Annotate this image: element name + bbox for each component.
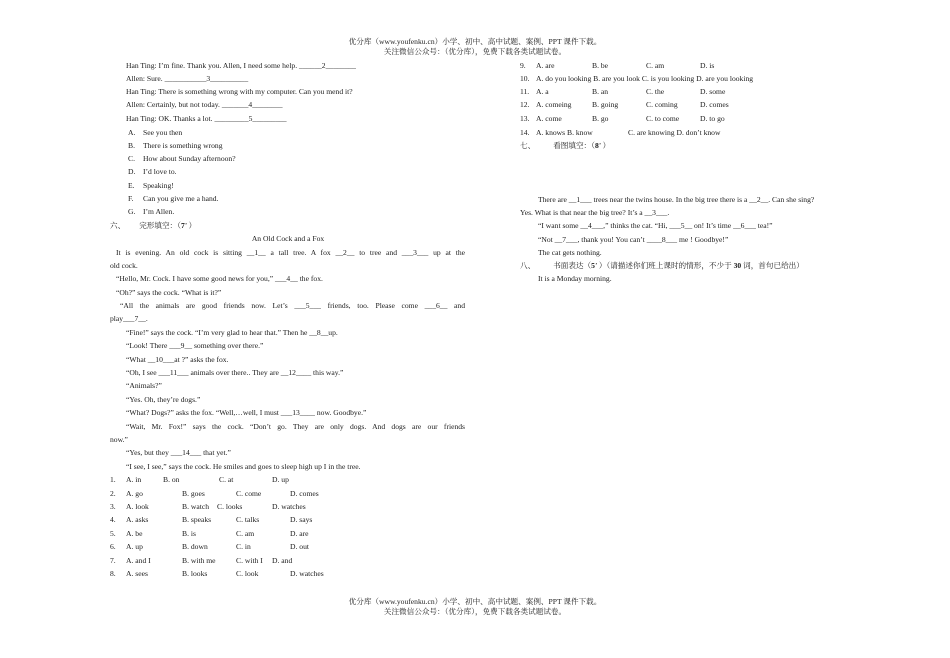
header-line-2: 关注微信公众号：（优分库），免费下载各类试题试卷。: [383, 47, 567, 56]
choice-d: D. says: [290, 515, 313, 524]
option-text: There is something wrong: [143, 141, 223, 150]
fill-line: “I want some __4___,” thinks the cat. “Hi, ___5__ on! It’s time __6___ tea!”: [538, 221, 773, 230]
choice-b: B. go: [592, 114, 609, 123]
choice-c: C. come: [236, 489, 262, 498]
choice-d: D. comes: [290, 489, 319, 498]
header-line-1: 优分库（www.youfenku.cn）小学、初中、高中试题、案例、PPT 课件下载。: [348, 37, 602, 46]
choice-number: 1.: [110, 475, 116, 484]
fill-line: There are __1___ trees near the twins house. In the big tree there is a __2__. Can she sing?: [538, 195, 815, 204]
section-6-heading: [110, 222, 196, 231]
choice-a: A. in: [126, 475, 142, 484]
choice-number: 13.: [520, 114, 530, 123]
choice-c: C. coming: [646, 100, 678, 109]
choice-d: D. are: [290, 529, 309, 538]
choice-d: D. up: [272, 475, 289, 484]
choice-a: A. be: [126, 529, 143, 538]
page-footer: [0, 597, 950, 617]
story-line: “Fine!” says the cock. “I’m very glad to hear that.” Then he __8__up.: [126, 328, 338, 337]
page-header: [0, 37, 950, 57]
section-number: 八、: [520, 261, 536, 270]
story-line: “I see, I see,” says the cock. He smiles and goes to sleep high up I in the tree.: [126, 462, 361, 471]
choice-b: B. goes: [182, 489, 205, 498]
choice-a: A. come: [536, 114, 562, 123]
choice-number: 5.: [110, 529, 116, 538]
story-title: An Old Cock and a Fox: [251, 234, 325, 243]
choice-number: 14.: [520, 128, 530, 137]
choice-c: C. to come: [646, 114, 680, 123]
dialogue-line-2: Allen: Sure. ___________3__________: [126, 74, 249, 83]
choice-number: 9.: [520, 61, 526, 70]
choice-b: B. looks: [182, 569, 208, 578]
story-line: “Oh?” says the cock. “What is it?”: [116, 288, 222, 297]
fill-line: “Not __7___, thank you! You can’t ____8___ me ! Goodbye!”: [538, 235, 729, 244]
footer-line-2: 关注微信公众号：（优分库），免费下载各类试题试卷。: [383, 607, 567, 616]
dialogue-line-4: Allen: Certainly, but not today. _______4________: [126, 100, 283, 109]
choice-b: B. an: [592, 87, 609, 96]
choice-c: C. the: [646, 87, 665, 96]
option-text: Can you give me a hand.: [143, 194, 219, 203]
choice-b: B. speaks: [182, 515, 212, 524]
story-line: “Wait, Mr. Fox!” says the cock. “Don’t go. They are only dogs. And dogs are our friends: [126, 422, 465, 431]
story-line: now.”: [110, 435, 128, 444]
section-title: 看图填空：（: [553, 141, 595, 150]
writing-first-line: It is a Monday morning.: [538, 274, 612, 283]
choice-a: A. comeing: [536, 100, 572, 109]
choice-number: 10.: [520, 74, 530, 83]
choice-options-line: A. do you looking B. are you look C. is you looking D. are you looking: [536, 74, 754, 83]
dialogue-line-3: Han Ting: There is something wrong with my computer. Can you mend it?: [126, 87, 353, 96]
story-line: “What __10___at ?” asks the fox.: [126, 355, 229, 364]
choice-d: D. to go: [700, 114, 725, 123]
story-line: “Yes, but they ___14___ that yet.”: [126, 448, 231, 457]
section-score: 8: [594, 141, 599, 150]
choice-number: 8.: [110, 569, 116, 578]
choice-a: A. go: [126, 489, 143, 498]
choice-c: C. looks: [217, 502, 243, 511]
story-line: play___7__.: [110, 314, 148, 323]
choice-d: D. some: [700, 87, 726, 96]
option-letter: G.: [128, 207, 136, 216]
choice-number: 12.: [520, 100, 530, 109]
option-text: I’m Allen.: [143, 207, 175, 216]
choice-b: B. with me: [182, 556, 216, 565]
choice-d: D. out: [290, 542, 309, 551]
choice-number: 11.: [520, 87, 530, 96]
story-line: “What? Dogs?” asks the fox. “Well,…well, I must ___13____ now. Goodbye.”: [126, 408, 367, 417]
choice-b: B. going: [592, 100, 619, 109]
option-text: See you then: [143, 128, 183, 137]
story-line: “Look! There ___9__ something over there.”: [126, 341, 264, 350]
choice-a: A. asks: [126, 515, 149, 524]
option-letter: B.: [128, 141, 135, 150]
choice-a: A. look: [126, 502, 149, 511]
fill-line: Yes. What is that near the big tree? It’s a __3___.: [520, 208, 670, 217]
section-title-end: ’ ）: [184, 221, 197, 230]
section-number: 七、: [520, 141, 536, 150]
choice-d: D. is: [700, 61, 715, 70]
word-count: 30: [733, 261, 742, 270]
choice-a: A. up: [126, 542, 143, 551]
choice-b: B. be: [592, 61, 609, 70]
option-letter: F.: [128, 194, 134, 203]
story-line: “Yes. Oh, they’re dogs.”: [126, 395, 201, 404]
choice-cd: C. are knowing D. don’t know: [628, 128, 721, 137]
choice-c: C. am: [646, 61, 665, 70]
choice-c: C. am: [236, 529, 255, 538]
story-line: “Hello, Mr. Cock. I have some good news for you,” ___4__ the fox.: [116, 274, 323, 283]
section-title: 完形填空：（: [139, 221, 181, 230]
footer-line-1: 优分库（www.youfenku.cn）小学、初中、高中试题、案例、PPT 课件下载。: [348, 597, 602, 606]
option-letter: E.: [128, 181, 135, 190]
option-letter: C.: [128, 154, 135, 163]
choice-b: B. on: [163, 475, 180, 484]
section-score: 5: [591, 261, 595, 270]
story-line: “Oh, I see ___11___ animals over there.. They are __12____ this way.”: [126, 368, 344, 377]
choice-c: C. with I: [236, 556, 263, 565]
story-line: “All the animals are good friends now. Let’s ___5___ friends, too. Please come ___6__ and: [120, 301, 465, 310]
story-line: old cock.: [110, 261, 138, 270]
section-score: 7: [180, 221, 185, 230]
story-line: “Animals?”: [126, 381, 162, 390]
section-title-mid: ’ ）（请描述你们班上课时的情形，不少于: [594, 261, 734, 270]
section-title-end: ’ ）: [598, 141, 611, 150]
choice-d: D. watches: [290, 569, 324, 578]
choice-number: 6.: [110, 542, 116, 551]
section-7-heading: [520, 142, 610, 151]
option-text: How about Sunday afternoon?: [143, 154, 236, 163]
choice-a: A. are: [536, 61, 555, 70]
choice-d: D. comes: [700, 100, 729, 109]
choice-a: A. a: [536, 87, 549, 96]
choice-a: A. and I: [126, 556, 151, 565]
dialogue-line-1: Han Ting: I’m fine. Thank you. Allen, I need some help. ______2________: [126, 61, 356, 70]
choice-number: 3.: [110, 502, 116, 511]
choice-c: C. talks: [236, 515, 260, 524]
choice-c: C. in: [236, 542, 251, 551]
story-line: It is evening. An old cock is sitting __1__ a tall tree. A fox __2__ to tree and ___3___ up at the: [116, 248, 465, 257]
choice-b: B. watch: [182, 502, 209, 511]
choice-b: B. is: [182, 529, 196, 538]
choice-number: 7.: [110, 556, 116, 565]
choice-d: D. watches: [272, 502, 306, 511]
choice-d: D. and: [272, 556, 293, 565]
section-number: 六、: [110, 221, 126, 230]
choice-ab: A. knows B. know: [536, 128, 593, 137]
dialogue-line-5: Han Ting: OK. Thanks a lot. _________5_________: [126, 114, 287, 123]
option-text: Speaking!: [143, 181, 174, 190]
choice-c: C. at: [219, 475, 234, 484]
choice-a: A. sees: [126, 569, 148, 578]
fill-line: The cat gets nothing.: [538, 248, 602, 257]
option-letter: A.: [128, 128, 136, 137]
choice-number: 2.: [110, 489, 116, 498]
choice-number: 4.: [110, 515, 116, 524]
option-text: I’d love to.: [143, 167, 177, 176]
section-8-heading: [520, 262, 804, 271]
section-title-end: 词，首句已给出）: [741, 261, 804, 270]
choice-c: C. look: [236, 569, 259, 578]
section-title: 书面表达（: [553, 261, 592, 270]
option-letter: D.: [128, 167, 136, 176]
choice-b: B. down: [182, 542, 208, 551]
